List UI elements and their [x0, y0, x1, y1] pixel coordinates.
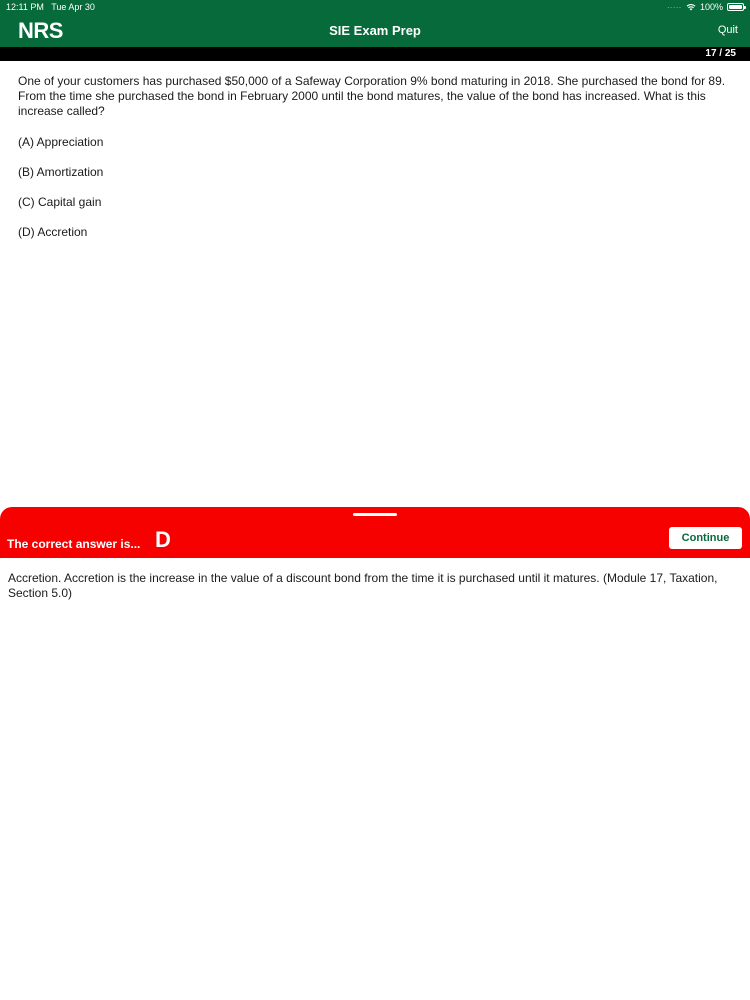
- status-bar: [0, 0, 750, 14]
- battery-icon: [727, 3, 744, 11]
- option-c[interactable]: (C) Capital gain: [18, 195, 102, 209]
- nav-bar: [0, 14, 750, 47]
- answer-panel: [0, 507, 750, 558]
- battery-percent: 100%: [699, 2, 723, 12]
- option-d[interactable]: (D) Accretion: [18, 225, 88, 239]
- page-title: SIE Exam Prep: [329, 23, 421, 38]
- question-text: One of your customers has purchased $50,000 of a Safeway Corporation 9% bond maturing in 2018. She purchased the bond for 89. From the time she purchased the bond in February 2000 until the bond matures, the value of the bond has increased. What is this increase called?: [18, 74, 726, 118]
- correct-answer-letter: D: [155, 527, 171, 552]
- status-indicators: [667, 0, 744, 14]
- status-time-date: [6, 0, 95, 14]
- answer-options: [18, 135, 718, 255]
- continue-button[interactable]: Continue: [669, 527, 742, 549]
- quit-button[interactable]: Quit: [717, 24, 738, 36]
- status-date: Tue Apr 30: [51, 2, 95, 12]
- drag-handle[interactable]: [353, 513, 397, 516]
- explanation-text: Accretion. Accretion is the increase in the value of a discount bond from the time it is purchased until it matures. (Module 17, Taxation, Section 5.0): [8, 571, 718, 600]
- option-b[interactable]: (B) Amortization: [18, 165, 104, 179]
- status-time: 12:11 PM: [6, 2, 44, 12]
- option-a[interactable]: (A) Appreciation: [18, 135, 104, 149]
- signal-icon: .....: [667, 3, 682, 10]
- app-logo: NRS: [18, 18, 63, 43]
- progress-strip: [0, 47, 750, 61]
- wifi-icon: [686, 3, 696, 11]
- question-counter: 17 / 25: [705, 48, 736, 59]
- correct-answer-label: The correct answer is...: [7, 537, 141, 551]
